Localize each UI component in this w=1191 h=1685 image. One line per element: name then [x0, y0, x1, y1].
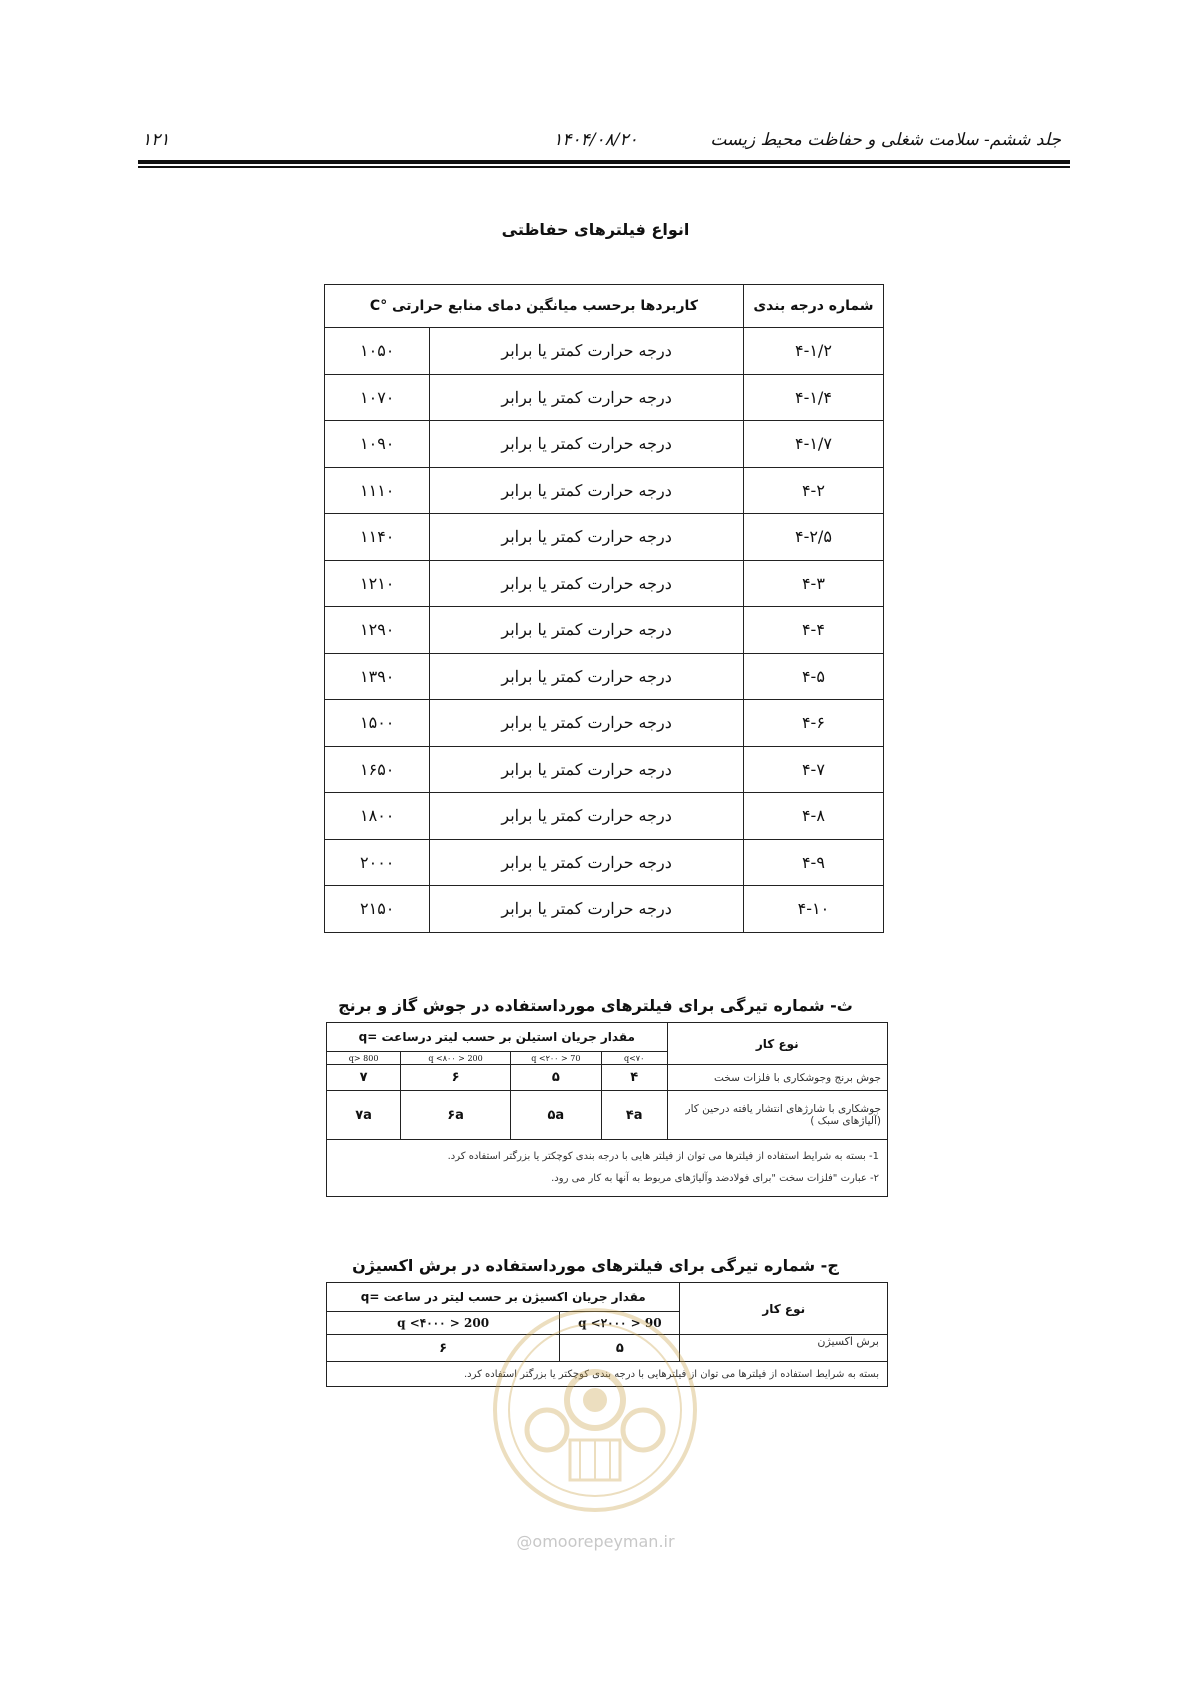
- shade-value-cell: ۵a: [510, 1091, 601, 1140]
- watermark-url: @omoorepeyman.ir: [516, 1532, 675, 1551]
- temperature-cell: ۱۰۷۰: [325, 374, 430, 421]
- table-row: [325, 421, 884, 468]
- shade-value-cell: ۵: [560, 1335, 680, 1362]
- condition-cell: درجه حرارت کمتر یا برابر: [430, 839, 744, 886]
- temperature-cell: ۱۶۵۰: [325, 746, 430, 793]
- grade-cell: ۴-۲/۵: [743, 514, 883, 561]
- work-type-cell: جوش برنج وجوشکاری با فلزات سخت: [667, 1065, 887, 1091]
- table-notes: [327, 1140, 888, 1197]
- condition-cell: درجه حرارت کمتر یا برابر: [430, 514, 744, 561]
- header-rule-thin: [138, 166, 1070, 168]
- table-row: [325, 607, 884, 654]
- range-cell: 70 < q <۲۰۰: [510, 1052, 601, 1065]
- table-row: [325, 514, 884, 561]
- condition-cell: درجه حرارت کمتر یا برابر: [430, 700, 744, 747]
- grade-cell: ۴-۹: [743, 839, 883, 886]
- temperature-cell: ۲۰۰۰: [325, 839, 430, 886]
- work-type-cell: جوشکاری با شارژهای انتشار یافته درحین کار (آلیاژهای سبک ): [667, 1091, 887, 1140]
- col-header-grade: شماره درجه بندی: [743, 285, 883, 328]
- temperature-cell: ۱۱۱۰: [325, 467, 430, 514]
- table-row: [325, 746, 884, 793]
- shade-value-cell: ۶a: [401, 1091, 511, 1140]
- temperature-cell: ۱۲۹۰: [325, 607, 430, 654]
- section1-title: انواع فیلترهای حفاظتی: [501, 220, 690, 239]
- header-rule-thick: [138, 160, 1070, 164]
- running-head-date: ۱۴۰۴/۰۸/۲۰: [553, 130, 638, 150]
- temperature-cell: ۱۲۱۰: [325, 560, 430, 607]
- section2-title: ث- شماره تیرگی برای فیلترهای مورداستفاده در جوش گاز و برنج: [338, 996, 853, 1015]
- table-row: [325, 467, 884, 514]
- condition-cell: درجه حرارت کمتر یا برابر: [430, 653, 744, 700]
- grade-cell: ۴-۴: [743, 607, 883, 654]
- temperature-cell: ۱۵۰۰: [325, 700, 430, 747]
- shade-value-cell: ۷: [327, 1065, 401, 1091]
- col-header-work: نوع کار: [680, 1283, 888, 1335]
- range-cell: 800 <q: [327, 1052, 401, 1065]
- shade-value-cell: ۵: [510, 1065, 601, 1091]
- table-row: [325, 328, 884, 375]
- grade-cell: ۴-۱/۷: [743, 421, 883, 468]
- col-header-flow: مقدار جریان استیلن بر حسب لیتر درساعت =q: [327, 1023, 668, 1052]
- watermark-logo: [475, 1300, 715, 1540]
- note-1: 1- بسته به شرایط استفاده از فیلترها می توان از فیلتر هایی با درجه بندی کوچکتر یا بزرگتر استفاده کرد.: [447, 1151, 879, 1162]
- page-number: ۱۲۱: [142, 130, 170, 150]
- condition-cell: درجه حرارت کمتر یا برابر: [430, 560, 744, 607]
- shade-value-cell: ۴: [601, 1065, 667, 1091]
- gas-welding-shade-table: [326, 1022, 888, 1197]
- condition-cell: درجه حرارت کمتر یا برابر: [430, 793, 744, 840]
- table-row: [325, 886, 884, 933]
- grade-cell: ۴-۵: [743, 653, 883, 700]
- temperature-cell: ۱۱۴۰: [325, 514, 430, 561]
- table-row: [325, 653, 884, 700]
- note-2: ۲- عبارت "فلزات سخت "برای فولادضد وآلیاژهای مربوط به آنها به کار می رود.: [551, 1173, 879, 1184]
- condition-cell: درجه حرارت کمتر یا برابر: [430, 328, 744, 375]
- shade-value-cell: ۴a: [601, 1091, 667, 1140]
- table-row: [325, 374, 884, 421]
- range-cell: 200 < q <۸۰۰: [401, 1052, 511, 1065]
- col-header-usage: کاربردها برحسب میانگین دمای منابع حرارتی °C: [325, 285, 744, 328]
- grade-cell: ۴-۱/۴: [743, 374, 883, 421]
- condition-cell: درجه حرارت کمتر یا برابر: [430, 607, 744, 654]
- grade-cell: ۴-۸: [743, 793, 883, 840]
- col-header-work: نوع کار: [667, 1023, 887, 1065]
- table-row: [325, 839, 884, 886]
- filter-grade-table: [324, 284, 884, 933]
- condition-cell: درجه حرارت کمتر یا برابر: [430, 746, 744, 793]
- temperature-cell: ۱۰۹۰: [325, 421, 430, 468]
- table-row: [325, 560, 884, 607]
- condition-cell: درجه حرارت کمتر یا برابر: [430, 421, 744, 468]
- temperature-cell: ۲۱۵۰: [325, 886, 430, 933]
- shade-value-cell: ۶: [401, 1065, 511, 1091]
- temperature-cell: ۱۰۵۰: [325, 328, 430, 375]
- grade-cell: ۴-۳: [743, 560, 883, 607]
- grade-cell: ۴-۱۰: [743, 886, 883, 933]
- section3-title: ج- شماره تیرگی برای فیلترهای مورداستفاده در برش اکسیژن: [352, 1256, 839, 1275]
- table-row: [325, 700, 884, 747]
- range-cell: 90 < q <۲۰۰۰: [560, 1312, 680, 1335]
- running-head-title: جلد ششم- سلامت شغلی و حفاظت محیط زیست: [710, 130, 1061, 150]
- work-type-cell: برش اکسیژن: [680, 1335, 888, 1362]
- grade-cell: ۴-۶: [743, 700, 883, 747]
- grade-cell: ۴-۲: [743, 467, 883, 514]
- grade-cell: ۴-۱/۲: [743, 328, 883, 375]
- condition-cell: درجه حرارت کمتر یا برابر: [430, 374, 744, 421]
- condition-cell: درجه حرارت کمتر یا برابر: [430, 886, 744, 933]
- shade-value-cell: ۶: [327, 1335, 560, 1362]
- shade-value-cell: ۷a: [327, 1091, 401, 1140]
- condition-cell: درجه حرارت کمتر یا برابر: [430, 467, 744, 514]
- table-note: بسته به شرایط استفاده از فیلترها می توان از فیلترهایی با درجه بندی کوچکتر یا بزرگتر استفاده کرد.: [327, 1362, 888, 1387]
- table-row: [325, 793, 884, 840]
- grade-cell: ۴-۷: [743, 746, 883, 793]
- range-cell: q<۷۰: [601, 1052, 667, 1065]
- range-cell: 200 < q <۴۰۰۰: [327, 1312, 560, 1335]
- temperature-cell: ۱۸۰۰: [325, 793, 430, 840]
- col-header-flow: مقدار جریان اکسیژن بر حسب لیتر در ساعت =q: [327, 1283, 680, 1312]
- temperature-cell: ۱۳۹۰: [325, 653, 430, 700]
